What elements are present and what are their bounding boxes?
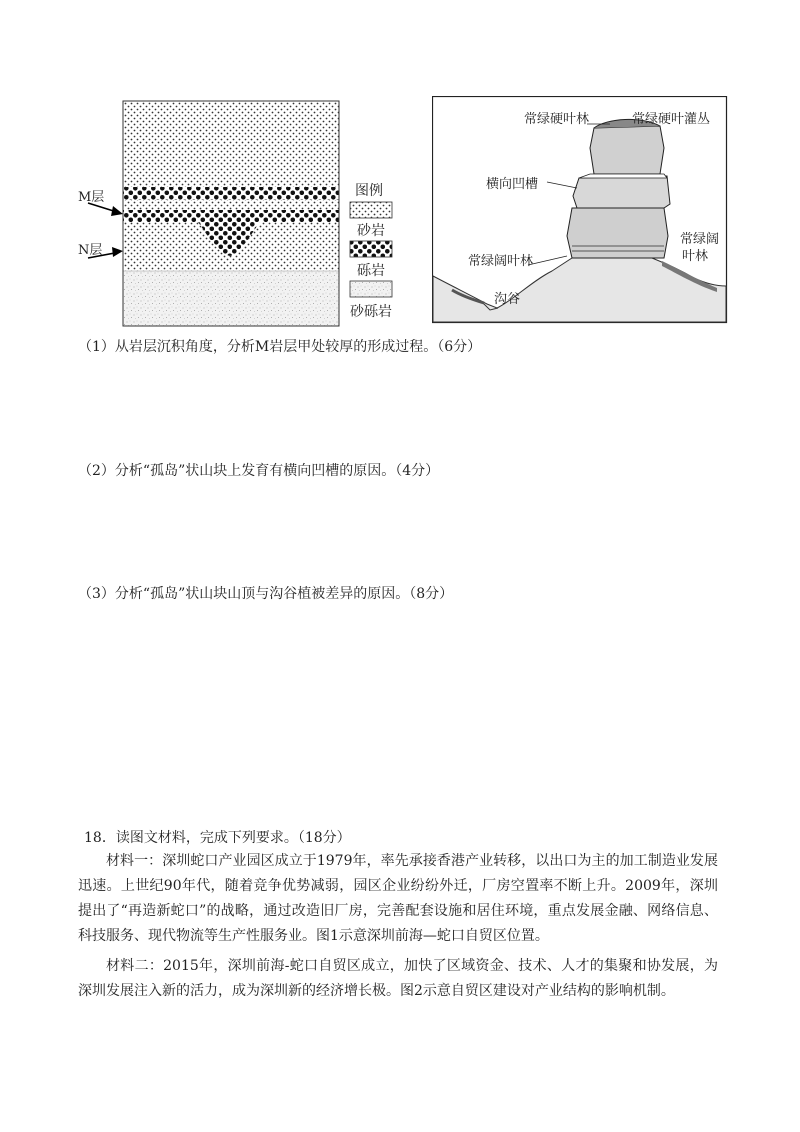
- label-sclerophyll-shrub: 常绿硬叶灌丛: [632, 112, 711, 127]
- legend-swatch-sandstone: [350, 202, 392, 218]
- strata-figure: [70, 96, 410, 331]
- m-layer-label: M层: [78, 190, 105, 205]
- material-1: 材料一：深圳蛇口产业园区成立于1979年，率先承接香港产业转移，以出口为主的加工制造业发展迅速。上世纪90年代，随着竞争优势减弱，园区企业纷纷外迁，厂房空置率不断上升。2009年，深圳提出了“再造新蛇口”的战略，通过改造旧厂房，完善配套设施和居住环境，重点发展金融、网络信息、科技服务、现代物流等生产性服务业。图1示意深圳前海—蛇口自贸区位置。: [78, 853, 718, 944]
- question-2: （2）分析“孤岛”状山块上发育有横向凹槽的原因。（4分）: [78, 463, 440, 479]
- label-broadleaf-forest-right-1: 常绿阔: [680, 232, 720, 247]
- question-3: （3）分析“孤岛”状山块山顶与沟谷植被差异的原因。（8分）: [78, 586, 454, 602]
- label-horizontal-groove: 横向凹槽: [486, 177, 539, 192]
- legend-swatch-sandy-conglomerate: [350, 281, 392, 297]
- legend-label-sandy-conglomerate: 砂砾岩: [350, 304, 392, 320]
- strata-diagram: [70, 96, 410, 331]
- label-broadleaf-forest-right-2: 叶林: [682, 249, 709, 264]
- legend-swatch-conglomerate: [350, 241, 392, 257]
- legend-title: 图例: [355, 183, 383, 199]
- label-sclerophyll-forest: 常绿硬叶林: [524, 112, 590, 127]
- material-2: 材料二：2015年，深圳前海-蛇口自贸区成立，加快了区域资金、技术、人才的集聚和协发展，为深圳发展注入新的活力，成为深圳新的经济增长极。图2示意自贸区建设对产业结构的影响机制。: [78, 958, 718, 999]
- legend-label-conglomerate: 砾岩: [357, 263, 385, 279]
- label-gully: 沟谷: [494, 292, 521, 307]
- question-18-header: 18．读图文材料，完成下列要求。（18分）: [84, 830, 351, 846]
- label-broadleaf-forest-left: 常绿阔叶林: [468, 254, 534, 269]
- n-layer-label: N层: [78, 243, 103, 258]
- mountain-diagram: [432, 96, 728, 324]
- legend-label-sandstone: 砂岩: [357, 223, 385, 239]
- mountain-figure: [432, 96, 728, 324]
- question-1: （1）从岩层沉积角度，分析M岩层甲处较厚的形成过程。（6分）: [78, 339, 482, 355]
